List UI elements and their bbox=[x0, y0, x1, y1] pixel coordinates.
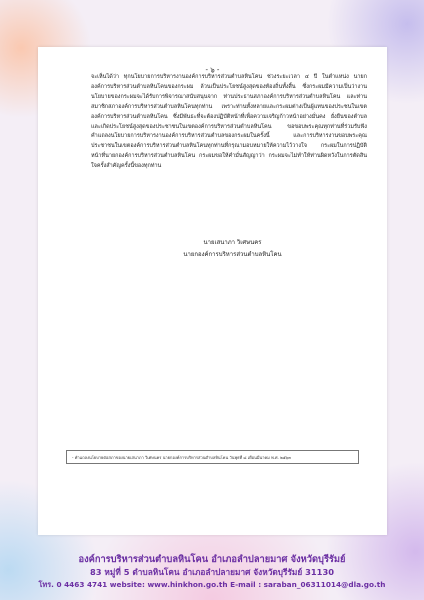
body-paragraph-block bbox=[91, 73, 367, 172]
document-page bbox=[38, 47, 387, 535]
letterhead-footer bbox=[0, 553, 424, 591]
footer-contact: โทร. 0 4463 4741 website: www.hinkhon.go.th E-mail : saraban_06311014@dla.go.th bbox=[38, 580, 386, 589]
footer-organization: องค์การบริหารส่วนตำบลหินโคน อำเภอลำปลายมาศ จังหวัดบุรีรัมย์ bbox=[78, 554, 346, 565]
page-number: - ๖ - bbox=[205, 66, 220, 74]
body-paragraph: จะเห็นได้ว่า ทุกนโยบายการบริหารงานองค์การบริหารส่วนตำบลหินโคน ช่วงระยะเวลา ๔ ปี ในตำแหน่ง นายกองค์การบริหารส่วนตำบลหินโคนของกระผม ล้วนเป็นประโยชน์สูงสุดของท้องถิ่นทั้งสิ้น ซึ่งกระผมมีความเป็นว่างานนโยบายของกระผมจะได้รับการพิจารณาสนับสนุนจาก ท่านประธานสภาองค์การบริหารส่วนตำบลหินโคน และท่านสมาชิกสภาองค์การบริหารส่วนตำบลหินโคนทุกท่าน เพราะท่านทั้งหลายและกระผมต่างเป็นผู้แทนของประชนในเขตองค์การบริหารส่วนตำบลหินโคน ซึ่งมีพันธะที่จะต้องปฏิบัติหน้าที่เพื่อความเจริญก้าวหน้าอย่างมั่นคง ยั่งยืนของตำบล และเกิดประโยชน์สูงสุดของประชาชนในเขตองค์การบริหารส่วนตำบลหินโคน ขอขอบพระคุณทุกท่านที่ร่วมรับฟัง คำแถลงนโยบายการบริหารงานองค์การบริหารส่วนตำบลของกระผมในครั้งนี้ และการบริหารงานขอบพระคุณประชาชนในเขตองค์การบริหารส่วนตำบลหินโคนทุกท่านที่กรุณามอบหมายให้ความไว้วางใจ กระผมในการปฏิบัติหน้าที่นายกองค์การบริหารส่วนตำบลหินโคน กระผมขอให้คำมั่นสัญญาว่า กระผมจะไม่ทำให้ท่านผิดหวังในการตัดสินใจครั้งสำคัญครั้งนี้ของทุกท่าน bbox=[91, 74, 367, 170]
footnote-box: - คำแถลงนโยบายต่อสภาของนายเสนาภา วิเศษนคร นายกองค์การบริหารส่วนตำบลหินโคน วันพุธที่ ๘ เดือนมีนาคม พ.ศ. ๒๕๖๓ bbox=[66, 450, 359, 464]
footer-address: 83 หมู่ที่ 5 ตำบลหินโคน อำเภอลำปลายมาศ จังหวัดบุรีรัมย์ 31130 bbox=[89, 567, 335, 577]
signer-position: นายกองค์การบริหารส่วนตำบลหินโคน bbox=[183, 251, 282, 258]
signer-name: นายเสนาภา วิเศษนคร bbox=[203, 239, 262, 246]
signature-block bbox=[38, 237, 387, 261]
